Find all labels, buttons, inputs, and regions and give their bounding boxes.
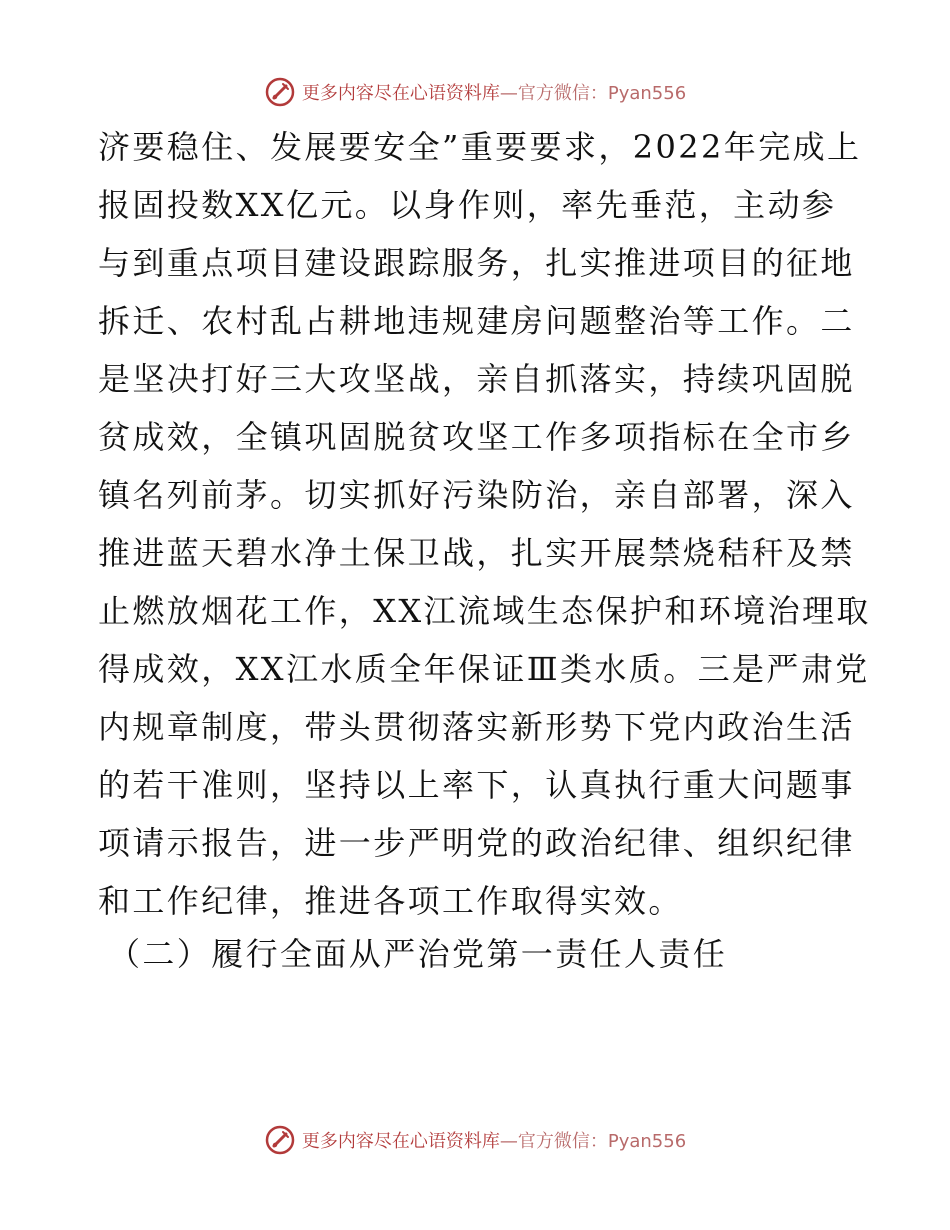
body-paragraph [98,118,871,930]
footer-wechat-text: 官方微信：Pyan556 [517,1131,687,1152]
paragraph-line: 的若干准则，坚持以上率下，认真执行重大问题事 [98,766,855,804]
paragraph-line: 得成效，XX江水质全年保证Ⅲ类水质。三是严肃党 [98,650,870,688]
header-watermark [0,72,950,112]
footer-watermark [0,1120,950,1160]
footer-separator: — [499,1131,518,1152]
paragraph-line: 报固投数XX亿元。以身作则，率先垂范，主动参 [98,186,837,224]
header-site-text: 更多内容尽在心语资料库 [301,83,500,104]
paragraph-line: 推进蓝天碧水净土保卫战，扎实开展禁烧秸秆及禁 [98,534,855,572]
footer-site-text: 更多内容尽在心语资料库 [301,1131,500,1152]
paragraph-line: 是坚决打好三大攻坚战，亲自抓落实，持续巩固脱 [98,360,855,398]
paragraph-line: 拆迁、农村乱占耕地违规建房问题整治等工作。二 [98,302,855,340]
paragraph-line: 止燃放烟花工作，XX江流域生态保护和环境治理取 [98,592,871,630]
paragraph-line: 项请示报告，进一步严明党的政治纪律、组织纪律 [98,824,855,862]
brand-logo-icon [264,1124,296,1156]
paragraph-line: 与到重点项目建设跟踪服务，扎实推进项目的征地 [98,244,855,282]
section-heading: （二）履行全面从严治党第一责任人责任 [108,935,728,973]
paragraph-line: 济要稳住、发展要安全”重要要求，2022年完成上 [98,128,862,166]
paragraph-line: 贫成效，全镇巩固脱贫攻坚工作多项指标在全市乡 [98,418,855,456]
paragraph-line: 镇名列前茅。切实抓好污染防治，亲自部署，深入 [98,476,855,514]
paragraph-line: 内规章制度，带头贯彻落实新形势下党内政治生活 [98,708,855,746]
footer-watermark-text [302,1127,686,1153]
header-separator: — [499,83,518,104]
header-watermark-text [302,79,686,105]
header-wechat-text: 官方微信：Pyan556 [517,83,687,104]
paragraph-line: 和工作纪律，推进各项工作取得实效。 [98,882,683,920]
brand-logo-icon [264,76,296,108]
